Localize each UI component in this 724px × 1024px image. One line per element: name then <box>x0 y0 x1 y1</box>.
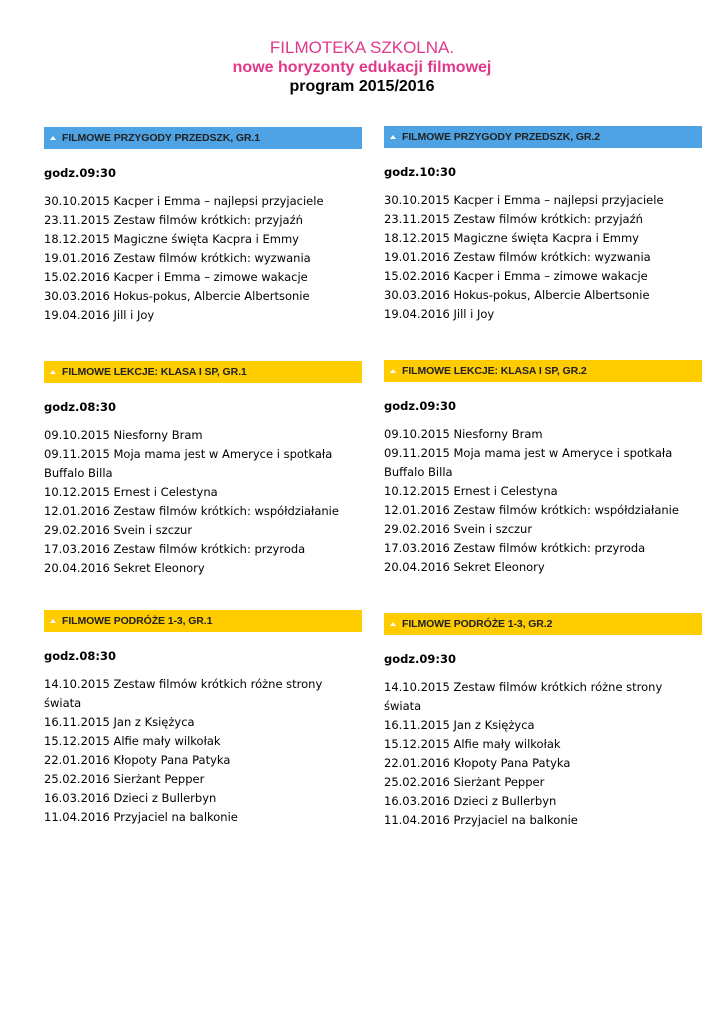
section-header-bar <box>44 361 362 383</box>
screening-list <box>384 678 702 830</box>
list-item: Buffalo Billa <box>44 466 113 480</box>
list-item: 16.03.2016 Dzieci z Bullerbyn <box>384 794 557 808</box>
list-item: 10.12.2015 Ernest i Celestyna <box>44 485 218 499</box>
list-item: 09.11.2015 Moja mama jest w Ameryce i spotkała <box>44 447 333 461</box>
list-item: 25.02.2016 Sierżant Pepper <box>44 772 205 786</box>
list-item: 19.04.2016 Jill i Joy <box>384 307 495 321</box>
list-item: 22.01.2016 Kłopoty Pana Patyka <box>44 753 231 767</box>
section-header-bar <box>44 610 362 632</box>
section-przygody-gr1 <box>44 127 362 325</box>
list-item: 16.11.2015 Jan z Księżyca <box>44 715 195 729</box>
list-item: 20.04.2016 Sekret Eleonory <box>384 560 545 574</box>
header-title: FILMOTEKA SZKOLNA. <box>269 38 455 57</box>
document-header <box>0 38 724 97</box>
list-item: 09.10.2015 Niesforny Bram <box>384 427 543 441</box>
section-title: FILMOWE PRZYGODY PRZEDSZK, GR.1 <box>62 132 260 144</box>
collapse-arrow-icon <box>390 622 396 626</box>
collapse-arrow-icon <box>50 136 56 140</box>
list-item: 12.01.2016 Zestaw filmów krótkich: współdziałanie <box>44 504 339 518</box>
list-item: 30.03.2016 Hokus-pokus, Albercie Albertsonie <box>44 289 310 303</box>
collapse-arrow-icon <box>50 370 56 374</box>
collapse-arrow-icon <box>50 619 56 623</box>
list-item: świata <box>384 699 422 713</box>
collapse-arrow-icon <box>390 369 396 373</box>
list-item: 11.04.2016 Przyjaciel na balkonie <box>384 813 578 827</box>
list-item: 30.10.2015 Kacper i Emma – najlepsi przyjaciele <box>44 194 324 208</box>
list-item: 23.11.2015 Zestaw filmów krótkich: przyjaźń <box>44 213 303 227</box>
section-title: FILMOWE LEKCJE: KLASA I SP, GR.2 <box>402 365 587 377</box>
section-header-bar <box>384 126 702 148</box>
section-time: godz.09:30 <box>384 652 457 666</box>
screening-list <box>384 191 702 324</box>
list-item: 11.04.2016 Przyjaciel na balkonie <box>44 810 238 824</box>
section-lekcje-gr1 <box>44 361 362 578</box>
header-program-year: program 2015/2016 <box>289 78 435 95</box>
list-item: 19.01.2016 Zestaw filmów krótkich: wyzwania <box>44 251 311 265</box>
list-item: 15.02.2016 Kacper i Emma – zimowe wakacje <box>384 269 648 283</box>
list-item: Buffalo Billa <box>384 465 453 479</box>
section-header-bar <box>384 360 702 382</box>
screening-list <box>384 425 702 577</box>
list-item: 29.02.2016 Svein i szczur <box>44 523 193 537</box>
list-item: 23.11.2015 Zestaw filmów krótkich: przyjaźń <box>384 212 643 226</box>
list-item: 09.11.2015 Moja mama jest w Ameryce i spotkała <box>384 446 673 460</box>
list-item: 14.10.2015 Zestaw filmów krótkich różne strony <box>384 680 663 694</box>
section-title: FILMOWE LEKCJE: KLASA I SP, GR.1 <box>62 366 247 378</box>
list-item: 10.12.2015 Ernest i Celestyna <box>384 484 558 498</box>
section-time: godz.09:30 <box>44 166 117 180</box>
list-item: 15.12.2015 Alfie mały wilkołak <box>44 734 221 748</box>
screening-list <box>44 675 362 827</box>
list-item: 12.01.2016 Zestaw filmów krótkich: współdziałanie <box>384 503 679 517</box>
section-przygody-gr2 <box>384 126 702 324</box>
section-time: godz.08:30 <box>44 400 117 414</box>
list-item: 19.01.2016 Zestaw filmów krótkich: wyzwania <box>384 250 651 264</box>
section-podroze-gr1 <box>44 610 362 827</box>
section-time: godz.08:30 <box>44 649 117 663</box>
list-item: 17.03.2016 Zestaw filmów krótkich: przyroda <box>384 541 646 555</box>
list-item: 25.02.2016 Sierżant Pepper <box>384 775 545 789</box>
list-item: 19.04.2016 Jill i Joy <box>44 308 155 322</box>
list-item: 18.12.2015 Magiczne święta Kacpra i Emmy <box>44 232 299 246</box>
list-item: 14.10.2015 Zestaw filmów krótkich różne strony <box>44 677 323 691</box>
screening-list <box>44 426 362 578</box>
list-item: 16.11.2015 Jan z Księżyca <box>384 718 535 732</box>
list-item: 30.03.2016 Hokus-pokus, Albercie Albertsonie <box>384 288 650 302</box>
list-item: 17.03.2016 Zestaw filmów krótkich: przyroda <box>44 542 306 556</box>
screening-list <box>44 192 362 325</box>
section-header-bar <box>384 613 702 635</box>
list-item: świata <box>44 696 82 710</box>
collapse-arrow-icon <box>390 135 396 139</box>
header-subtitle: nowe horyzonty edukacji filmowej <box>232 59 492 76</box>
section-podroze-gr2 <box>384 613 702 830</box>
list-item: 09.10.2015 Niesforny Bram <box>44 428 203 442</box>
section-title: FILMOWE PRZYGODY PRZEDSZK, GR.2 <box>402 131 600 143</box>
section-time: godz.10:30 <box>384 165 457 179</box>
section-header-bar <box>44 127 362 149</box>
section-title: FILMOWE PODRÓŻE 1-3, GR.2 <box>402 618 553 630</box>
list-item: 29.02.2016 Svein i szczur <box>384 522 533 536</box>
section-lekcje-gr2 <box>384 360 702 577</box>
list-item: 15.02.2016 Kacper i Emma – zimowe wakacje <box>44 270 308 284</box>
section-title: FILMOWE PODRÓŻE 1-3, GR.1 <box>62 615 213 627</box>
section-time: godz.09:30 <box>384 399 457 413</box>
list-item: 15.12.2015 Alfie mały wilkołak <box>384 737 561 751</box>
list-item: 20.04.2016 Sekret Eleonory <box>44 561 205 575</box>
list-item: 16.03.2016 Dzieci z Bullerbyn <box>44 791 217 805</box>
list-item: 22.01.2016 Kłopoty Pana Patyka <box>384 756 571 770</box>
list-item: 30.10.2015 Kacper i Emma – najlepsi przyjaciele <box>384 193 664 207</box>
list-item: 18.12.2015 Magiczne święta Kacpra i Emmy <box>384 231 639 245</box>
